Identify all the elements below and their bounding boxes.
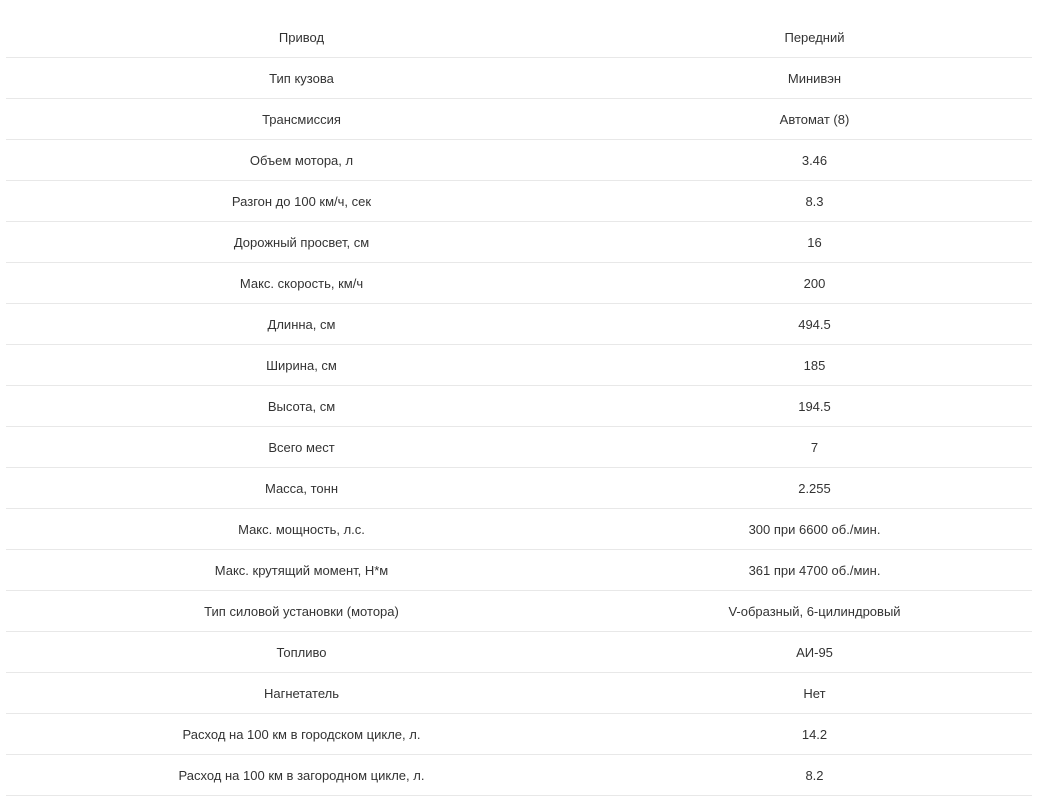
table-row	[6, 509, 1032, 550]
spec-value: 494.5	[798, 316, 831, 332]
spec-value: V-образный, 6-цилиндровый	[728, 603, 901, 619]
spec-value: 3.46	[801, 152, 828, 168]
table-row	[6, 304, 1032, 345]
table-row	[6, 427, 1032, 468]
spec-value: 8.2	[805, 767, 824, 783]
table-row	[6, 263, 1032, 304]
spec-label: Макс. скорость, км/ч	[239, 275, 364, 291]
spec-label: Макс. мощность, л.с.	[238, 521, 365, 537]
spec-label: Привод	[278, 29, 325, 45]
spec-value: Передний	[784, 29, 845, 45]
spec-label: Дорожный просвет, см	[233, 234, 370, 250]
table-row	[6, 714, 1032, 755]
table-row	[6, 58, 1032, 99]
spec-label: Длинна, см	[267, 316, 336, 332]
spec-label: Трансмиссия	[262, 111, 341, 127]
table-row	[6, 140, 1032, 181]
spec-value: 14.2	[801, 726, 828, 742]
table-row	[6, 17, 1032, 58]
spec-label: Разгон до 100 км/ч, сек	[231, 193, 372, 209]
spec-label: Тип кузова	[269, 70, 334, 86]
spec-label: Высота, см	[267, 398, 336, 414]
spec-label: Всего мест	[268, 439, 335, 455]
spec-value: 7	[810, 439, 819, 455]
table-row	[6, 673, 1032, 714]
table-row	[6, 550, 1032, 591]
spec-label: Ширина, см	[266, 357, 337, 373]
spec-label: Масса, тонн	[264, 480, 339, 496]
spec-label: Тип силовой установки (мотора)	[204, 603, 399, 619]
spec-value: Нет	[803, 685, 826, 701]
spec-value: 361 при 4700 об./мин.	[748, 562, 881, 578]
spec-value: 300 при 6600 об./мин.	[748, 521, 881, 537]
spec-value: 8.3	[805, 193, 824, 209]
spec-value: 185	[803, 357, 826, 373]
spec-label: Расход на 100 км в загородном цикле, л.	[178, 767, 425, 783]
table-row	[6, 386, 1032, 427]
spec-label: Макс. крутящий момент, Н*м	[214, 562, 389, 578]
spec-label: Топливо	[276, 644, 327, 660]
spec-value: 200	[803, 275, 826, 291]
spec-value: Минивэн	[787, 70, 842, 86]
specs-table	[6, 17, 1032, 796]
spec-label: Расход на 100 км в городском цикле, л.	[182, 726, 421, 742]
table-row	[6, 181, 1032, 222]
table-row	[6, 222, 1032, 263]
spec-label: Объем мотора, л	[249, 152, 354, 168]
table-row	[6, 468, 1032, 509]
spec-value: 2.255	[798, 480, 831, 496]
table-row	[6, 591, 1032, 632]
spec-value: 16	[807, 234, 822, 250]
spec-label: Нагнетатель	[263, 685, 340, 701]
spec-value: Автомат (8)	[779, 111, 850, 127]
table-row	[6, 632, 1032, 673]
table-row	[6, 99, 1032, 140]
spec-value: АИ-95	[796, 644, 833, 660]
spec-value: 194.5	[798, 398, 831, 414]
table-row	[6, 755, 1032, 796]
table-row	[6, 345, 1032, 386]
